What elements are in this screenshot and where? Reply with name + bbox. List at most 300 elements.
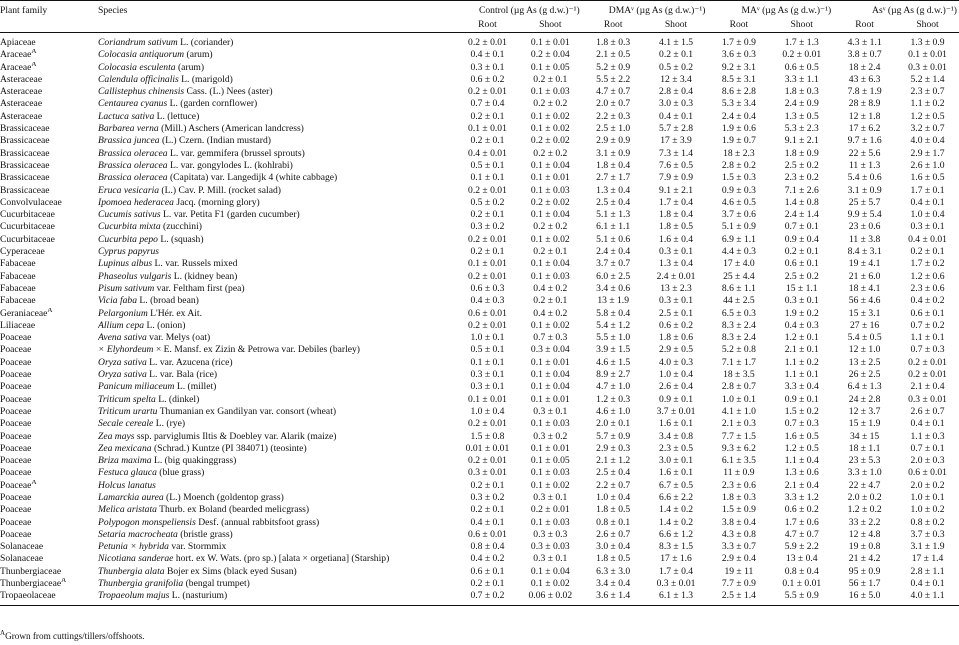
cell-dma-root: 5.1 ± 0.6: [596, 233, 631, 245]
cell-plant-family: [0, 62, 98, 74]
cell-plant-family: [0, 98, 98, 110]
table-body: [0, 33, 959, 606]
cell-control-root: 0.2 ± 0.01: [468, 86, 507, 98]
family-text: Poaceae: [0, 369, 32, 381]
cell-dma-root: 3.9 ± 1.5: [596, 344, 631, 356]
header-species: Species: [98, 5, 128, 16]
species-authority: (Schrad.) Kuntze (PI 384071) (teosinte): [151, 442, 307, 454]
species-name: Pelargonium: [98, 307, 148, 319]
species-name: Oryza sativa: [98, 369, 147, 381]
species-authority: hort. ex W. Wats. (pro sp.) [alata × orgetiana] (Starship): [173, 553, 390, 565]
cell-dma-shoot: 1.6 ± 0.1: [659, 418, 694, 430]
family-text: Fabaceae: [0, 295, 36, 307]
family-text: Cyperaceae: [0, 246, 45, 258]
table-row: [0, 517, 959, 529]
cell-plant-family: [0, 111, 98, 123]
table-row: [0, 553, 959, 565]
family-text: Poaceae: [0, 356, 32, 368]
species-name: Secale cereale: [98, 418, 154, 430]
cell-ma-root: 8.6 ± 1.1: [721, 282, 756, 294]
cell-ma-shoot: 1.3 ± 0.5: [784, 110, 819, 122]
cell-ma-shoot: 2.4 ± 1.4: [784, 209, 819, 221]
cell-as-root: 3.8 ± 0.7: [847, 49, 882, 61]
cell-ma-shoot: 3.3 ± 0.4: [784, 381, 819, 393]
cell-species: [98, 197, 456, 209]
table-row: [0, 295, 959, 307]
species-name: Cucumis sativus: [98, 209, 161, 221]
cell-as-shoot: 2.1 ± 0.4: [910, 381, 945, 393]
cell-species: [98, 135, 456, 147]
cell-control-root: 0.4 ± 0.3: [470, 295, 505, 307]
cell-species: [98, 209, 456, 221]
cell-ma-root: 18 ± 2.3: [723, 147, 755, 159]
table-row: [0, 111, 959, 123]
species-authority: var. Melys (oat): [146, 332, 211, 344]
cell-ma-root: 1.9 ± 0.7: [721, 135, 756, 147]
cell-control-shoot: 0.3 ± 0.03: [530, 541, 570, 553]
family-text: Thunbergiaceae: [0, 578, 62, 590]
header-group-as: Asᵛ (µg As (g d.w.)⁻¹): [872, 5, 957, 16]
cell-as-shoot: 2.6 ± 0.7: [910, 405, 945, 417]
species-authority: L. (millet): [174, 381, 217, 393]
header-root: Root: [456, 19, 519, 33]
species-authority: L. (garden cornflower): [167, 98, 258, 110]
cell-control-shoot: 0.3 ± 0.2: [533, 430, 568, 442]
cell-dma-shoot: 3.4 ± 0.8: [659, 430, 694, 442]
family-text: Poaceae: [0, 405, 32, 417]
cell-control-root: 0.1 ± 0.1: [470, 356, 505, 368]
species-name: Callistephus chinensis: [98, 86, 185, 98]
cell-as-root: 56 ± 4.6: [848, 295, 881, 307]
cell-dma-shoot: 0.3 ± 0.1: [659, 295, 694, 307]
species-name: Brassica oleracea: [98, 172, 168, 184]
family-text: Brassicaceae: [0, 184, 50, 196]
table-row: [0, 86, 959, 98]
cell-plant-family: [0, 467, 98, 479]
species-authority: (bengal trumpet): [183, 578, 250, 590]
cell-dma-shoot: 2.6 ± 0.4: [659, 381, 694, 393]
table-row: [0, 271, 959, 283]
cell-ma-root: 1.8 ± 0.3: [721, 491, 756, 503]
cell-dma-root: 2.1 ± 0.5: [596, 49, 631, 61]
species-name: Zea mays: [98, 430, 135, 442]
table-row: [0, 455, 959, 467]
cell-control-root: 0.7 ± 0.4: [470, 98, 505, 110]
cell-species: [98, 406, 456, 418]
table-row: [0, 209, 959, 221]
table-row: [0, 221, 959, 233]
cell-ma-shoot: 0.7 ± 0.1: [784, 221, 819, 233]
cell-species: [98, 320, 456, 332]
cell-ma-shoot: 0.7 ± 0.3: [784, 418, 819, 430]
species-authority: L. var. gongylodes L. (kohlrabi): [167, 159, 293, 171]
cell-ma-root: 1.0 ± 0.1: [721, 393, 756, 405]
cell-species: [98, 332, 456, 344]
cell-as-shoot: 3.2 ± 0.7: [910, 123, 945, 135]
cell-ma-root: 4.4 ± 0.3: [721, 246, 756, 258]
table-row: [0, 148, 959, 160]
cell-ma-root: 5.1 ± 0.9: [721, 221, 756, 233]
table-row: [0, 381, 959, 393]
cell-control-root: 0.2 ± 0.01: [468, 418, 507, 430]
cell-species: [98, 418, 456, 430]
header-group-ma: MAᵛ (µg As (g d.w.)⁻¹): [741, 5, 832, 16]
cell-control-shoot: 0.1 ± 0.02: [530, 479, 570, 491]
table-row: [0, 406, 959, 418]
cell-ma-root: 8.6 ± 2.8: [721, 86, 756, 98]
cell-ma-root: 1.9 ± 0.6: [721, 123, 756, 135]
cell-control-root: 0.7 ± 0.2: [456, 590, 519, 605]
cell-dma-shoot: 1.4 ± 0.2: [659, 504, 694, 516]
cell-plant-family: [0, 33, 98, 50]
species-authority: (L.) Czern. (Indian mustard): [159, 135, 271, 147]
cell-dma-root: 3.1 ± 0.9: [596, 147, 631, 159]
species-name: Cyprus papyrus: [98, 246, 160, 258]
cell-dma-root: 6.1 ± 1.1: [596, 221, 631, 233]
cell-control-root: 0.1 ± 0.01: [468, 393, 507, 405]
species-name: Festuca glauca: [98, 467, 157, 479]
family-text: Convolvulaceae: [0, 196, 62, 208]
cell-as-root: 23 ± 5.3: [848, 455, 881, 467]
cell-control-shoot: 0.1 ± 0.02: [530, 319, 570, 331]
cell-control-shoot: 0.1 ± 0.01: [530, 393, 570, 405]
cell-control-root: 0.2 ± 0.1: [470, 209, 505, 221]
species-authority: L. (coriander): [177, 37, 234, 48]
cell-ma-root: 9.2 ± 3.1: [721, 61, 756, 73]
species-authority: L. var. Petita F1 (garden cucumber): [160, 209, 300, 221]
species-name: Brassica oleracea: [98, 147, 168, 159]
cell-as-root: 12 ± 3.7: [848, 405, 881, 417]
table-row: [0, 480, 959, 492]
cell-as-root: 95 ± 0.9: [848, 565, 881, 577]
cell-as-root: 23 ± 0.6: [848, 221, 881, 233]
species-authority: L. (lettuce): [154, 110, 200, 122]
cell-as-root: 5.4 ± 0.6: [847, 172, 882, 184]
cell-as-shoot: 0.7 ± 0.2: [910, 319, 945, 331]
cell-as-shoot: 0.4 ± 0.1: [910, 578, 945, 590]
species-authority: (L.) Moench (goldentop grass): [163, 491, 284, 503]
cell-dma-shoot: 12 ± 3.4: [660, 73, 692, 85]
cell-as-shoot: 0.4 ± 0.1: [910, 196, 945, 208]
species-authority: × E. Mansf. ex Zizin & Petrowa var. Debiles (barley): [153, 344, 360, 356]
cell-dma-root: 0.8 ± 0.1: [596, 516, 631, 528]
cell-plant-family: [0, 431, 98, 443]
cell-species: [98, 381, 456, 393]
cell-ma-shoot: 1.1 ± 0.1: [784, 369, 819, 381]
cell-as-root: 21 ± 4.2: [848, 553, 881, 565]
cell-control-root: 0.6 ± 0.01: [468, 307, 507, 319]
species-name: Triticum spelta: [98, 393, 156, 405]
family-text: Poaceae: [0, 344, 32, 356]
family-text: Poaceae: [0, 516, 32, 528]
header-root: Root: [707, 19, 770, 33]
table-row: [0, 246, 959, 258]
species-authority: Desf. (annual rabbitsfoot grass): [195, 516, 320, 528]
cell-control-root: 0.5 ± 0.1: [470, 344, 505, 356]
cell-dma-root: 2.9 ± 0.9: [596, 135, 631, 147]
cell-plant-family: [0, 308, 98, 320]
cell-dma-shoot: 1.6 ± 0.1: [659, 467, 694, 479]
cell-control-root: 1.0 ± 0.4: [470, 405, 505, 417]
family-text: Cucurbitaceae: [0, 221, 55, 233]
cell-dma-shoot: 0.6 ± 0.2: [659, 319, 694, 331]
cell-as-shoot: 2.9 ± 1.7: [910, 147, 945, 159]
cell-ma-shoot: 5.5 ± 0.9: [770, 590, 833, 605]
header-row-parts: [0, 19, 959, 33]
cell-dma-root: 3.0 ± 0.4: [596, 541, 631, 553]
table-row: [0, 467, 959, 479]
family-text: Brassicaceae: [0, 135, 50, 147]
cell-as-shoot: 0.1 ± 0.01: [908, 49, 947, 61]
cell-plant-family: [0, 246, 98, 258]
cell-plant-family: [0, 394, 98, 406]
table-row: [0, 394, 959, 406]
cell-dma-root: 3.4 ± 0.6: [596, 282, 631, 294]
cell-ma-root: 4.6 ± 0.5: [721, 196, 756, 208]
cell-plant-family: [0, 344, 98, 356]
table-row: [0, 332, 959, 344]
cell-plant-family: [0, 357, 98, 369]
cell-dma-shoot: 0.4 ± 0.1: [659, 110, 694, 122]
cell-dma-shoot: 5.7 ± 2.8: [659, 123, 694, 135]
cell-as-shoot: 0.2 ± 0.1: [910, 246, 945, 258]
cell-plant-family: [0, 209, 98, 221]
species-name: Colocasia esculenta: [98, 61, 176, 73]
cell-dma-shoot: 2.8 ± 0.4: [659, 86, 694, 98]
cell-dma-root: 2.6 ± 0.7: [596, 528, 631, 540]
cell-control-root: 0.3 ± 0.2: [470, 221, 505, 233]
cell-ma-root: 8.5 ± 3.1: [721, 73, 756, 85]
table-row: [0, 431, 959, 443]
cell-ma-shoot: 1.1 ± 0.4: [784, 455, 819, 467]
header-group-control: Control (µg As (g d.w.)⁻¹): [478, 5, 580, 16]
cell-control-shoot: 0.1 ± 0.04: [530, 258, 570, 270]
species-authority: L'Hér. ex Ait.: [147, 307, 202, 319]
cell-as-shoot: 1.2 ± 0.5: [910, 110, 945, 122]
cell-as-shoot: 0.7 ± 0.1: [910, 442, 945, 454]
cell-control-root: 0.01 ± 0.01: [465, 442, 510, 454]
footnote-mark: A: [0, 628, 6, 637]
cell-control-root: 0.5 ± 0.2: [470, 196, 505, 208]
cell-control-shoot: 0.1 ± 0.05: [530, 61, 570, 73]
cell-ma-shoot: 3.3 ± 1.1: [784, 73, 819, 85]
family-text: Solanaceae: [0, 541, 44, 553]
cell-species: [98, 578, 456, 590]
cell-dma-root: 2.2 ± 0.7: [596, 479, 631, 491]
species-name: Thunbergia granifolia: [98, 578, 184, 590]
cell-ma-shoot: 0.3 ± 0.1: [784, 295, 819, 307]
cell-dma-shoot: 4.0 ± 0.3: [659, 356, 694, 368]
cell-plant-family: [0, 369, 98, 381]
cell-dma-shoot: 17 ± 3.9: [660, 135, 692, 147]
species-authority: L. (marigold): [178, 73, 233, 85]
species-name: Avena sativa: [98, 332, 147, 344]
cell-dma-shoot: 0.9 ± 0.1: [659, 393, 694, 405]
cell-species: [98, 344, 456, 356]
cell-dma-shoot: 1.0 ± 0.4: [659, 369, 694, 381]
cell-control-root: 0.2 ± 0.1: [470, 246, 505, 258]
cell-ma-shoot: 0.4 ± 0.3: [784, 319, 819, 331]
species-authority: L. (onion): [144, 319, 186, 331]
cell-ma-shoot: 1.6 ± 0.5: [784, 430, 819, 442]
cell-dma-shoot: 2.4 ± 0.01: [656, 270, 696, 282]
cell-dma-shoot: 2.5 ± 0.1: [659, 307, 694, 319]
table-row: [0, 529, 959, 541]
cell-dma-shoot: 9.1 ± 2.1: [659, 184, 694, 196]
family-text: Thunbergiaceae: [0, 565, 62, 577]
cell-species: [98, 492, 456, 504]
cell-as-shoot: 1.1 ± 0.3: [910, 430, 945, 442]
cell-ma-root: 6.9 ± 1.1: [721, 233, 756, 245]
cell-as-root: 43 ± 6.3: [848, 73, 881, 85]
cell-as-root: 12 ± 1.0: [848, 344, 881, 356]
cell-dma-root: 3.6 ± 1.4: [582, 590, 645, 605]
cell-plant-family: [0, 590, 98, 605]
cell-ma-root: 7.7 ± 1.5: [721, 430, 756, 442]
cell-ma-root: 2.8 ± 0.2: [721, 159, 756, 171]
species-name: Petunia × hybrida: [98, 541, 169, 553]
cell-dma-shoot: 6.1 ± 1.3: [645, 590, 708, 605]
table-row: [0, 578, 959, 590]
cell-dma-root: 5.4 ± 1.2: [596, 319, 631, 331]
cell-dma-shoot: 1.3 ± 0.4: [659, 258, 694, 270]
cell-as-root: 17 ± 6.2: [848, 123, 881, 135]
cell-as-shoot: 4.0 ± 1.1: [896, 590, 959, 605]
cell-as-shoot: 1.0 ± 0.2: [910, 504, 945, 516]
table-row: [0, 135, 959, 147]
cell-as-root: 8.4 ± 3.1: [847, 246, 882, 258]
cell-control-shoot: 0.2 ± 0.04: [530, 49, 570, 61]
family-text: Araceae: [0, 49, 32, 61]
cell-as-shoot: 0.6 ± 0.1: [910, 307, 945, 319]
cell-as-root: 25 ± 5.7: [848, 196, 881, 208]
cell-ma-shoot: 2.3 ± 0.2: [784, 172, 819, 184]
family-text: Poaceae: [0, 442, 32, 454]
table-row: [0, 98, 959, 110]
cell-as-root: 56 ± 1.7: [848, 578, 881, 590]
cell-species: [98, 98, 456, 110]
cell-species: [98, 295, 456, 307]
cell-as-shoot: 0.2 ± 0.01: [908, 369, 947, 381]
cell-control-shoot: 0.1 ± 0.03: [530, 516, 570, 528]
cell-control-root: 0.6 ± 0.2: [470, 73, 505, 85]
footnote-marker: A: [31, 61, 37, 68]
cell-plant-family: [0, 234, 98, 246]
cell-species: [98, 172, 456, 184]
table-row: [0, 283, 959, 295]
header-row-groups: [0, 0, 959, 19]
cell-control-shoot: 0.2 ± 0.1: [533, 73, 568, 85]
cell-plant-family: [0, 480, 98, 492]
cell-as-shoot: 1.0 ± 0.1: [910, 491, 945, 503]
cell-as-shoot: 2.3 ± 0.6: [910, 282, 945, 294]
species-name: Barbarea verna: [98, 123, 159, 135]
cell-plant-family: [0, 148, 98, 160]
cell-species: [98, 185, 456, 197]
species-authority: Jacq. (morning glory): [173, 196, 260, 208]
cell-plant-family: [0, 418, 98, 430]
cell-plant-family: [0, 172, 98, 184]
cell-ma-shoot: 0.2 ± 0.1: [784, 246, 819, 258]
cell-plant-family: [0, 566, 98, 578]
cell-ma-root: 5.3 ± 3.4: [721, 98, 756, 110]
cell-control-root: 0.2 ± 0.1: [470, 110, 505, 122]
family-text: Brassicaceae: [0, 159, 50, 171]
cell-dma-root: 6.3 ± 3.0: [596, 565, 631, 577]
cell-control-root: 0.4 ± 0.1: [470, 49, 505, 61]
cell-dma-root: 2.5 ± 0.4: [596, 196, 631, 208]
cell-control-shoot: 0.3 ± 0.04: [530, 344, 570, 356]
cell-control-root: 0.3 ± 0.1: [470, 381, 505, 393]
cell-ma-shoot: 0.1 ± 0.01: [782, 578, 822, 590]
cell-dma-root: 1.0 ± 0.4: [596, 491, 631, 503]
cell-plant-family: [0, 553, 98, 565]
cell-as-shoot: 2.3 ± 0.7: [910, 86, 945, 98]
cell-as-root: 24 ± 2.8: [848, 393, 881, 405]
cell-plant-family: [0, 221, 98, 233]
cell-dma-root: 2.4 ± 0.4: [596, 246, 631, 258]
species-name: Centaurea cyanus: [98, 98, 168, 110]
cell-control-root: 0.8 ± 0.4: [470, 541, 505, 553]
cell-dma-root: 2.5 ± 0.4: [596, 467, 631, 479]
cell-as-shoot: 1.3 ± 0.9: [910, 37, 945, 48]
cell-as-root: 19 ± 4.1: [848, 258, 881, 270]
cell-dma-root: 1.8 ± 0.5: [596, 553, 631, 565]
cell-species: [98, 553, 456, 565]
cell-dma-root: 4.6 ± 1.0: [596, 405, 631, 417]
cell-control-shoot: 0.2 ± 0.1: [533, 295, 568, 307]
cell-dma-root: 2.2 ± 0.3: [596, 110, 631, 122]
cell-as-root: 34 ± 15: [849, 430, 880, 442]
cell-plant-family: [0, 160, 98, 172]
cell-plant-family: [0, 258, 98, 270]
cell-dma-root: 2.0 ± 0.1: [596, 418, 631, 430]
table-row: [0, 492, 959, 504]
footnote-marker: A: [31, 479, 37, 486]
family-text: Apiaceae: [0, 37, 36, 48]
footnote-marker: A: [31, 49, 37, 56]
cell-control-shoot: 0.2 ± 0.1: [533, 246, 568, 258]
species-authority: L. (broad bean): [137, 295, 199, 307]
cell-ma-shoot: 7.1 ± 2.6: [784, 184, 819, 196]
cell-dma-root: 2.5 ± 1.0: [596, 123, 631, 135]
cell-control-root: 0.4 ± 0.1: [470, 516, 505, 528]
cell-control-root: 0.2 ± 0.1: [470, 504, 505, 516]
cell-plant-family: [0, 517, 98, 529]
cell-dma-root: 5.2 ± 0.9: [596, 61, 631, 73]
species-authority: L. var. Russels mixed: [152, 258, 238, 270]
cell-control-shoot: 0.2 ± 0.2: [533, 147, 568, 159]
cell-control-shoot: 0.1 ± 0.04: [530, 369, 570, 381]
cell-species: [98, 357, 456, 369]
cell-plant-family: [0, 86, 98, 98]
cell-as-root: 9.7 ± 1.6: [847, 135, 882, 147]
cell-ma-root: 25 ± 4.4: [723, 270, 755, 282]
cell-ma-shoot: 0.8 ± 0.4: [784, 565, 819, 577]
cell-as-root: 3.3 ± 1.0: [847, 467, 882, 479]
cell-control-root: 0.2 ± 0.01: [468, 319, 507, 331]
cell-control-root: 0.2 ± 0.01: [468, 37, 507, 48]
cell-ma-root: 44 ± 2.5: [723, 295, 755, 307]
table-row: [0, 258, 959, 270]
cell-as-root: 22 ± 4.7: [848, 479, 881, 491]
species-name: Brassica juncea: [98, 135, 160, 147]
cell-plant-family: [0, 123, 98, 135]
cell-dma-shoot: 8.3 ± 1.5: [659, 541, 694, 553]
species-name: Pisum sativum: [98, 282, 155, 294]
cell-as-shoot: 2.6 ± 1.0: [910, 159, 945, 171]
cell-ma-shoot: 1.8 ± 0.3: [784, 86, 819, 98]
